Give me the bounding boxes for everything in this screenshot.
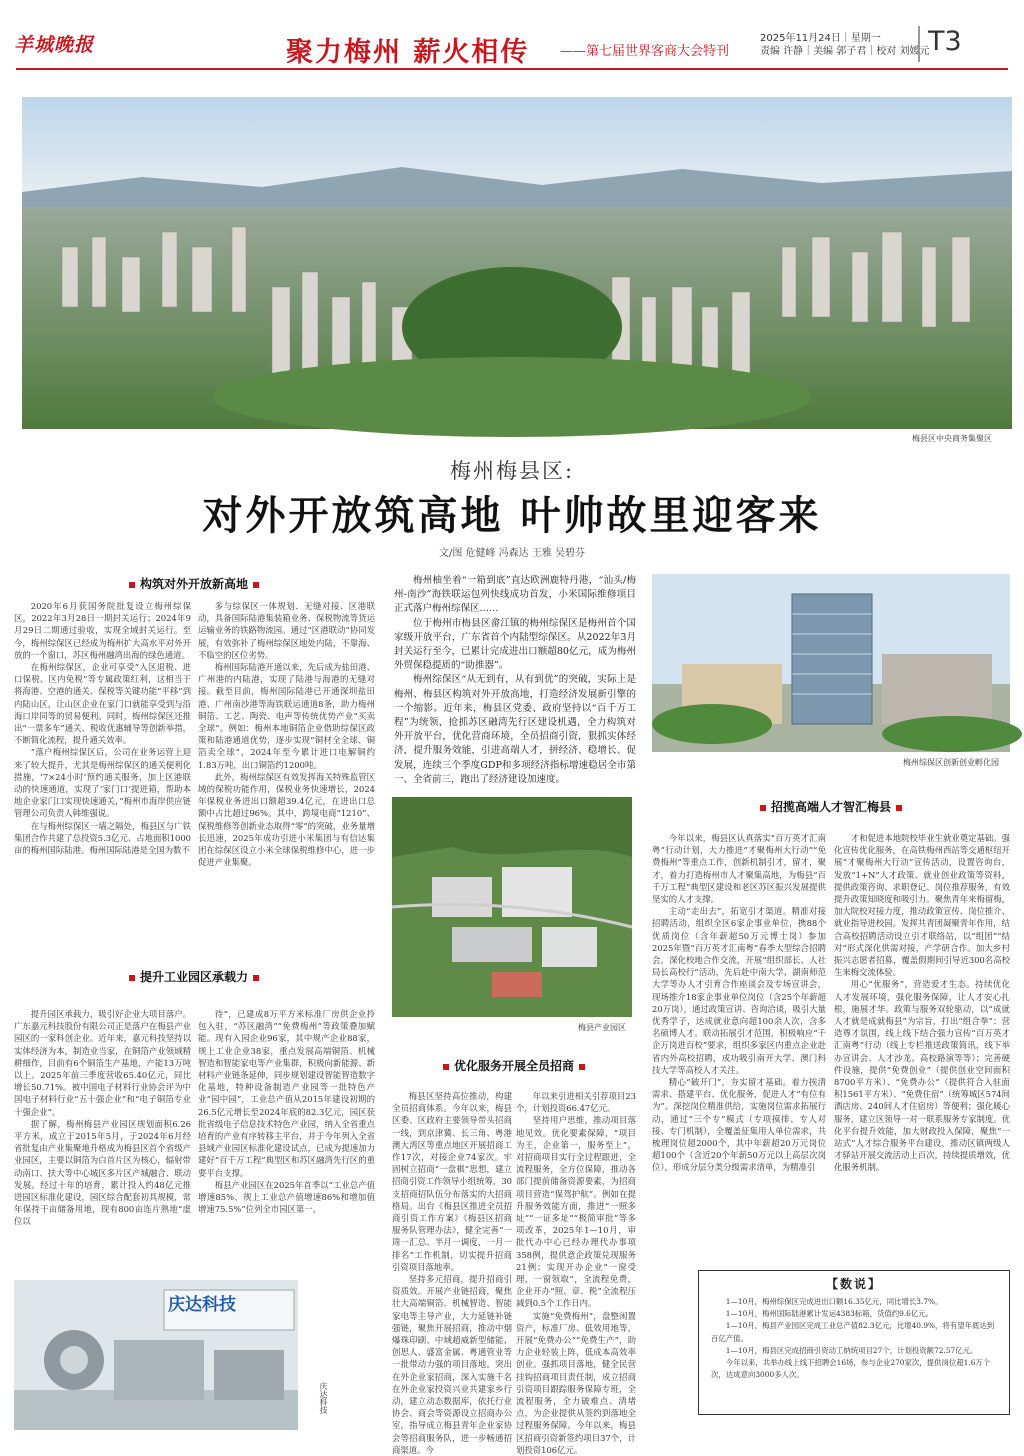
innovation-park-caption: 梅州综保区创新创业孵化园 — [903, 758, 999, 767]
lead-paragraph: 梅州综保区“从无到有，从有到优”的突破，实际上是梅州、梅县区构筑对外开放高地，打造经济发展新引擎的一个缩影。近年来，梅县区党委、政府坚持以“百千万工程”为统领，抢抓苏区融湾先行区建设机遇，全力构筑对外开放平台，优化营商环境，全员招商引资，狠抓实体经济，提升服务效能，引进高端人才，拼经济、稳增长、促发展，连续三个季度GDP和多项经济指标增速稳居全市第一、全省前三，跑出了经济建设加速度。 — [394, 674, 636, 785]
factory-sign: 庆达科技 — [168, 1295, 236, 1315]
factory-photo-caption: 庆达科技 — [319, 1382, 328, 1414]
industrial-park-caption: 梅县产业园区 — [578, 1023, 626, 1032]
data-box-item: 1—10月，梅州综保区完成进出口额16.35亿元，同比增长3.7%。 — [725, 1297, 943, 1306]
issue-info — [760, 32, 930, 58]
header-rule — [16, 68, 1008, 70]
section-title-talent: 招揽高端人才智汇梅县 — [652, 798, 1010, 815]
section-title-opening: 构筑对外开放新高地 — [14, 575, 374, 592]
byline: 文/图 危健峰 冯森达 王雅 吴碧芬 — [438, 548, 586, 559]
industrial-park-photo — [392, 797, 632, 1017]
page-number: T3 — [918, 26, 962, 62]
innovation-park-photo — [652, 574, 1010, 752]
section-opening-col1: 2020年6月获国务院批复设立梅州综保区，2022年3月28日一期封关运行；2024年9月29日二期通过验收，实现全域封关运行。至今，梅州综保区已经成为梅州扩大高水平对外开放的一个窗口，苏区梅州融湾出海的绿色通道。 在梅州综保区，企业可享受“入区退税、进口保税、区内免税”等专属政策红利，这相当于将海港、空港的通关、保税等关键功能“平移”到内陆山区，让山区企业在家门口就能享受到与沿海口岸同等的贸易便利。同时，梅州综保区还推出“一票多车”通关、税收优惠辅导等创新举措，不断简化流程，提升通关效率。 “落户梅州综保区后，公司在业务运营上迎来了较大提升，尤其是梅州综保区的通关便利化措施，‘7×24小时’预约通关服务，加上区港联动的快速通道，实现了‘家门口’提进箱，帮助本地企业家门口实现快速通关，”梅州市海岸供应链管理公司负责人韩维强说。 在与梅州综保区一墙之隔处，梅县区与广铁集团合作共建了总投资5.3亿元、占地面积1000亩的梅州国际陆港。梅州国际陆港是全国为数不 — [14, 601, 192, 856]
data-box-item: 1—10月，梅县区完成招商引资动工纳统项目27个，计划投资额72.57亿元。 — [725, 1345, 978, 1355]
data-box-item: 1—10月，梅县产业园区完成工业总产值82.3亿元，比增40.9%，将有望年底达到百亿产值。 — [711, 1321, 995, 1343]
hero-photo-caption: 梅县区中央商务集聚区 — [912, 434, 992, 443]
section-title-industrial: 提升工业园区承载力 — [14, 968, 374, 985]
section-industrial-col1: 提升园区承载力，吸引好企业大项目落户。广东嘉元科技股份有限公司正是落户在梅县产业园区的一家科创企业。近年来，嘉元科技坚持以实体经济为本，制造业当家，在铜箔产业领域精耕细作，目前有6个铜箔生产基地，产能13万吨以上。2025年前三季度营收65.40亿元，同比增长50.71%。被中国电子材料行业协会评为中国电子材料行业“五十强企业”和“电子铜箔专业十强企业”。 据了解，梅州梅县产业园区规划面积6.26平方米，成立于2015年5月，于2024年6月经省批复由产业集聚地升格成为梅县区首个省级产业园区，主要以铜箔为白首片区为核心，辐射带动南口、扶大等中心城区多片区产城融合、联动发展。经过十年的培育，累计投入约48亿元推进园区标准化建设，园区综合配套初具规模，常年保持干亩储备用地，现有800亩连片熟地“虚位以 — [14, 1009, 191, 1227]
hero-photo-city-aerial — [22, 97, 1012, 429]
data-box-item: 1—10月，梅州国际陆港累计发运4383标箱，货值约9.6亿元。 — [725, 1309, 934, 1319]
section-industrial-col2: 待”，已建成8万平方米标准厂房供企业拎包入驻，“苏区融湾”“免费梅州”等政策叠加赋能。现有入园企业96家，其中规产企业88家，规上工业企业38家，重点发展高端铜箔、机械智造和智能家电等产业集群，积极向新能源、新材料产业链条延伸，同步规划建设智能智造数字化基地，特种设备制造产业园等一批特色产业“园中园”，工业总产值从2015年建设初期的26.5亿元增长至2024年底的82.3亿元，园区获批省级电子信息技术特色产业园，纳入全省重点培育的产业有序转移主平台，并于今年列入全省县域产业园区标准化建设试点，已成为提速加力建好“百千万工程”典型区和苏区融湾先行区的重要平台支撑。 梅县产业园区在2025年首季以“工业总产值增速85%、规上工业总产值增速86%和增加值增速75.5%”位列全市园区第一。 — [198, 1009, 375, 1215]
factory-photo — [14, 1280, 298, 1430]
section-talent-col1: 今年以来，梅县区认真落实“百万英才汇南粤”行动计划，大力推进“才聚梅州大行动”“免费梅州”等重点工作，创新机制引才，留才，聚才，着力打造梅州市人才聚集高地，为梅县“百千万工程”典型区建设和老区苏区振兴发展提供坚实的人才支撑。 主动“走出去”，拓宽引才渠道。精准对接招聘活动，组织全区6家企事业单位，携88个优质岗位（含年薪超50万元博士岗）参加2025年暨“百万英才汇南粤”春季大型综合招聘会。深化校地合作交流，开展“组织部长、人社局长高校行”活动，先后赴中南大学、湖南师范大学等办人才引育合作座谈会及专场宣讲会，现场推介18家企事业单位岗位（含25个年薪超20万岗），通过政策宣讲、咨询洽谈，吸引大量优秀学子，达成就业意向超100余人次，含多名硕博人才。联动拓展引才范围，积极响应“千企万岗进百校”要求，组织多家区内重点企业赴省内外高校招聘，成功吸引南开大学、澳门科技大学等高校人才关注。 精心“破开门”，夯实留才基础。着力挨清需求、搭建平台、优化服务，促进人才“有位有为”。深挖岗位精准供给，实施岗位需求拓展行动，通过“三个专”模式（专项摸排、专人对接、专门机制），全覆盖征集用人单位需求，共梳理岗位超2000个，其中年薪超20万元岗位超100个（含近20个年薪50万元以上高层次岗位），形成分层分类分级需求清单，为精准引 — [652, 833, 826, 1173]
data-box-item: 今年以来，共举办线上线下招聘会16场，参与企业270家次，提供岗位超1.6万个次，达成意向3000多人次。 — [711, 1358, 991, 1380]
section-title-investment: 优化服务开展全员招商 — [392, 1057, 636, 1074]
section-investment-col2: 年以来引进相关引荐项目23个，计划投资66.47亿元。 坚持用户思维，推动项目落地见效。优化要素保障，“项目为王，企业第一，服务至上”，对招商项目实行全过程跟进，全流程服务，全方位保障，推动各部门提前储备资源要素，为招商项目营造“保驾护航”。例如在提升服务效能方面，推进“一照多址”“一证多址”“极简审批”等多项改革，2025年1—10月，审批代办中心已经办理代办事项358例，提供意企政策兑现服务21例；实现开办企业“一窗受理，一窗领取”，全流程免费，企业开办“照、章、税”全流程压减到0.5个工作日内。 实施“免费梅州”，盘整闲置资产，标准厂房、低效用地等，开展“免费办公”“免费生产”，助力企业轻装上阵，低成本高效率创业。强抓项目落地，健全民营挂钩招商项目责任制，成立招商引资项目跟踪服务保障专班，全流程服务，全力破难点、清堵点，为企业提供从签约到落地全过程服务保障。今年以来，梅县区招商引资新签约项目37个，计划投资106亿元。 — [516, 1091, 636, 1455]
lead-paragraph: 梅州柚坐着“一箱到底”直达欧洲鹿特丹港，“汕头/梅州-南沙”海铁联运包列快线成功首发，小米国际维修项目正式落户梅州综保区…… — [394, 575, 636, 615]
section-investment-col1: 梅县区坚持高位推动，构建全员招商体系。今年以来，梅县区委、区政府主要领导带头招商一线，到京津冀、长三角、粤港澳大湾区等重点地区开展招商工作17次，对接企业74家次。牢固树立招商“一盘棋”思想，建立招商引资工作领导小组统筹，30支招商招队伍分布落实的大招商格局。出台《梅县区推进全员招商引资工作方案》《梅县区招商服务队管理办法》，健全完善“一周一汇总、半月一调度，一月一排名”工作机制，切实提升招商引资项目落地率。 坚持多元招商，提升招商引资质效。开展产业链招商，聚焦壮大高端铜箔、机械智造、智能家电等主导产业，大力延链补链强链，聚焦开展招商，推动中烟爆珠印刷、中域超威新型储能、创思人、盛富金属、粤通管业等一批带动力强的项目落地。突出在外企业家招商，深入实施千名在外企业家投资兴业共建家乡行动，建立动态数据库，依托行业协会、商会等资源设立招商办公室，指导成立梅县青年企业家协会等招商服务队，进一步畅通招商渠道。今 — [392, 1091, 512, 1455]
data-box-list — [699, 1292, 1009, 1385]
headline-kicker: 梅州梅县区: — [449, 459, 575, 483]
issue-date: 2025年11月24日｜星期一 — [760, 33, 881, 44]
section-opening-col2: 多与综保区一体规划、无缝对接、区港联动，具备国际陆港集装箱业务、保税物流等货运运输业务的铁路物流园。通过“区港联动”协同发展，有效弥补了梅州综保区地处内陆，不靠海、不临空的区位劣势。 梅州国际陆港开通以来，先后成为盐田港、广州港的内陆港，实现了陆港与海港的无缝对接。截至目前，梅州国际陆港已开通深圳盐田港、广州南沙港等海铁联运通道8条，助力梅州铜箔、工艺、陶瓷、电声等传统优势产业“买卖全球”。例如：梅州本地铜箔企业借助综保区政策和陆港通道优势，逐步实现“铜材全全球、铜箔卖全球”，2024年至今累计进口电解铜约1.83万吨，出口铜箔约1200吨。 此外，梅州综保区有效发挥海关特殊监管区域的保税功能作用，保税业务快速增长，2024年保税业务进出口额超39.4亿元，在进出口总额中占比超过96%。其中，跨境电商“1210”、保税维修等创新业态取得“零”的突破，业务量增长迅速，2025年成功引进小米集团与有信达集团在综保区设立小米全球保税维修中心，进一步促进产业集聚。 — [198, 601, 375, 868]
special-edition-banner: 聚力梅州 薪火相传 — [286, 37, 530, 68]
newspaper-logo: 羊城晚报 — [14, 34, 95, 56]
lead-paragraph: 位于梅州市梅县区畲江镇的梅州综保区是梅州首个国家级开放平台，广东省首个内陆型综保区。从2022年3月封关运行至今，已累计完成进出口额超80亿元，成为梅州外贸保稳提质的“助推器”。 — [394, 617, 636, 672]
headline-title: 对外开放筑高地 叶帅故里迎客来 — [202, 492, 822, 539]
issue-staff: 责编 许静｜美编 郭子君｜校对 刘媛元 — [760, 46, 930, 57]
special-edition-subtitle: ——第七届世界客商大会特刊 — [560, 44, 730, 59]
section-talent-col2: 才和促进本地院校毕业生就业奠定基础。强化宣传优化服务，在高铁梅州西站等交通枢纽开展“才聚梅州大行动”宣传活动，设置咨询台，发放“1+N”人才政策、就业创业政策等资料，提供政策咨询、求职登记、岗位推荐服务，有效提升政策知晓度和吸引力。聚焦青年来梅留梅，加大院校对接力度，推动政策宣传、岗位推介、就业指导进校园。发挥共青团凝聚青年作用，结合高校招聘活动设立引才联络站，以“组团”“结对”形式深化供需对接，产学研合作。加大乡村振兴志愿者招募，覆盖假期间引导近300名高校生来梅交流体验。 用心“优服务”，营造爱才生态。持续优化人才发展环境，强化服务保障，让人才安心扎根，施展才华。政策与服务双轮驱动，以“成就人才就是成就梅县”为宗旨，打出“组合拳”：营造尊才氛围，线上线下结合强力宣传“百万英才汇南粤”行动（线上专栏推送政策简讯，线下举办宣讲会、人才沙龙、高校路演等等）；完善硬件设施，提供“免费创业”（提供创业空间面积8700平方米）、“免费办公”（提供符合入驻面积1561平方米）、“免费住宿”（统筹城区574间酒店房、240间人才住宿房）等便利；强化暖心服务，建立区领导一对一联系服务专家制度。优化平台提升效能，加大财政投入保障，聚焦“一站式”人才综合服务平台建设，推动区镇两级人才驿站开展交流活动上百次，持续提质增效，优化服务机制。 — [834, 833, 1010, 1173]
data-box — [698, 1270, 1010, 1415]
lead-text — [394, 574, 636, 796]
data-box-title: 【数说】 — [825, 1277, 882, 1291]
